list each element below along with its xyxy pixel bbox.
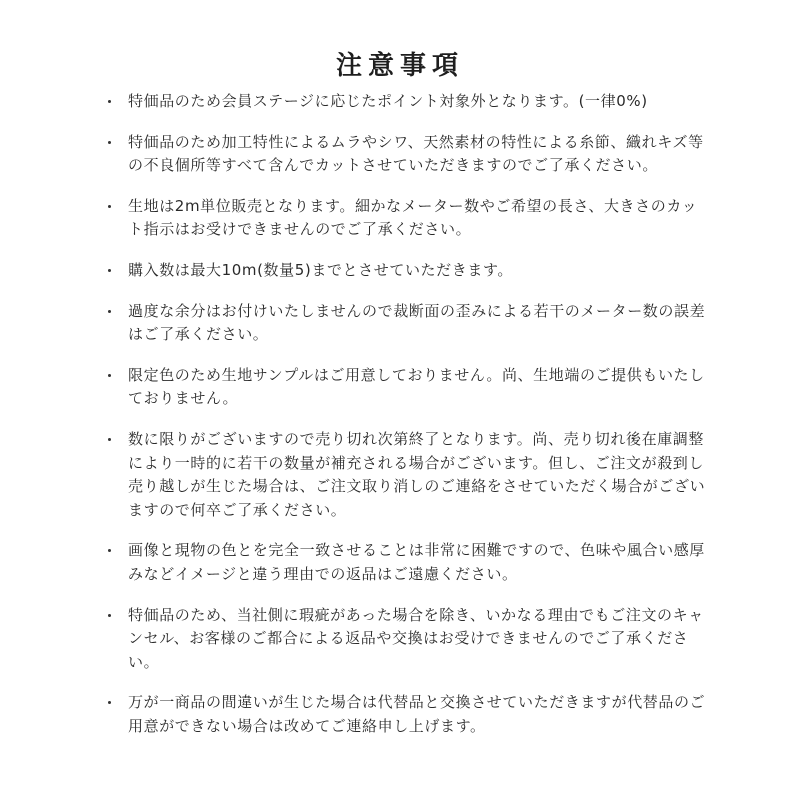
note-text: 限定色のため生地サンプルはご用意しておりません。尚、生地端のご提供もいたしておりません。	[128, 365, 705, 408]
bullet-icon	[108, 100, 111, 103]
note-text: 特価品のため会員ステージに応じたポイント対象外となります。(一律0%)	[128, 92, 648, 110]
note-item	[108, 195, 708, 242]
bullet-icon	[108, 438, 111, 441]
note-item	[108, 300, 708, 347]
note-text: 過度な余分はお付けいたしませんので裁断面の歪みによる若干のメーター数の誤差はご了承ください。	[128, 301, 706, 344]
note-text: 特価品のため加工特性によるムラやシワ、天然素材の特性による糸節、織れキズ等の不良個所等すべて含んでカットさせていただきますのでご了承ください。	[128, 132, 704, 175]
note-item	[108, 364, 708, 411]
page-title: 注意事項	[335, 51, 464, 82]
note-text: 画像と現物の色とを完全一致させることは非常に困難ですので、色味や風合い感厚みなどイメージと違う理由での返品はご遠慮ください。	[128, 541, 705, 583]
bullet-icon	[108, 205, 111, 208]
note-text: 特価品のため、当社側に瑕疵があった場合を除き、いかなる理由でもご注文のキャンセル、お客様のご都合による返品や交換はお受けできませんのでご了承ください。	[128, 605, 704, 671]
note-item	[108, 539, 708, 586]
note-text: 数に限りがございますので売り切れ次第終了となります。尚、売り切れ後在庫調整により一時的に若干の数量が補充される場合がございます。但し、ご注文が殺到し売り越しが生じた場合は、ご注文取り消しのご連絡をさせていただく場合がございますので何卒ご了承ください。	[128, 429, 706, 519]
notes-list	[108, 90, 708, 755]
bullet-icon	[108, 269, 111, 272]
bullet-icon	[108, 141, 111, 144]
note-text: 万が一商品の間違いが生じた場合は代替品と交換させていただきますが代替品のご用意ができない場合は改めてご連絡申し上げます。	[128, 693, 706, 735]
note-text: 購入数は最大10m(数量5)までとさせていただきます。	[128, 260, 513, 279]
note-item	[108, 131, 708, 178]
note-item	[108, 259, 708, 283]
note-item	[108, 428, 708, 522]
note-text: 生地は2m単位販売となります。細かなメーター数やご希望の長さ、大きさのカット指示はお受けできませんのでご了承ください。	[128, 196, 698, 239]
bullet-icon	[108, 549, 111, 552]
bullet-icon	[108, 310, 111, 313]
bullet-icon	[108, 701, 111, 704]
bullet-icon	[108, 614, 111, 617]
note-item	[108, 691, 708, 738]
note-item	[108, 90, 708, 114]
note-item	[108, 604, 708, 675]
bullet-icon	[108, 374, 111, 377]
